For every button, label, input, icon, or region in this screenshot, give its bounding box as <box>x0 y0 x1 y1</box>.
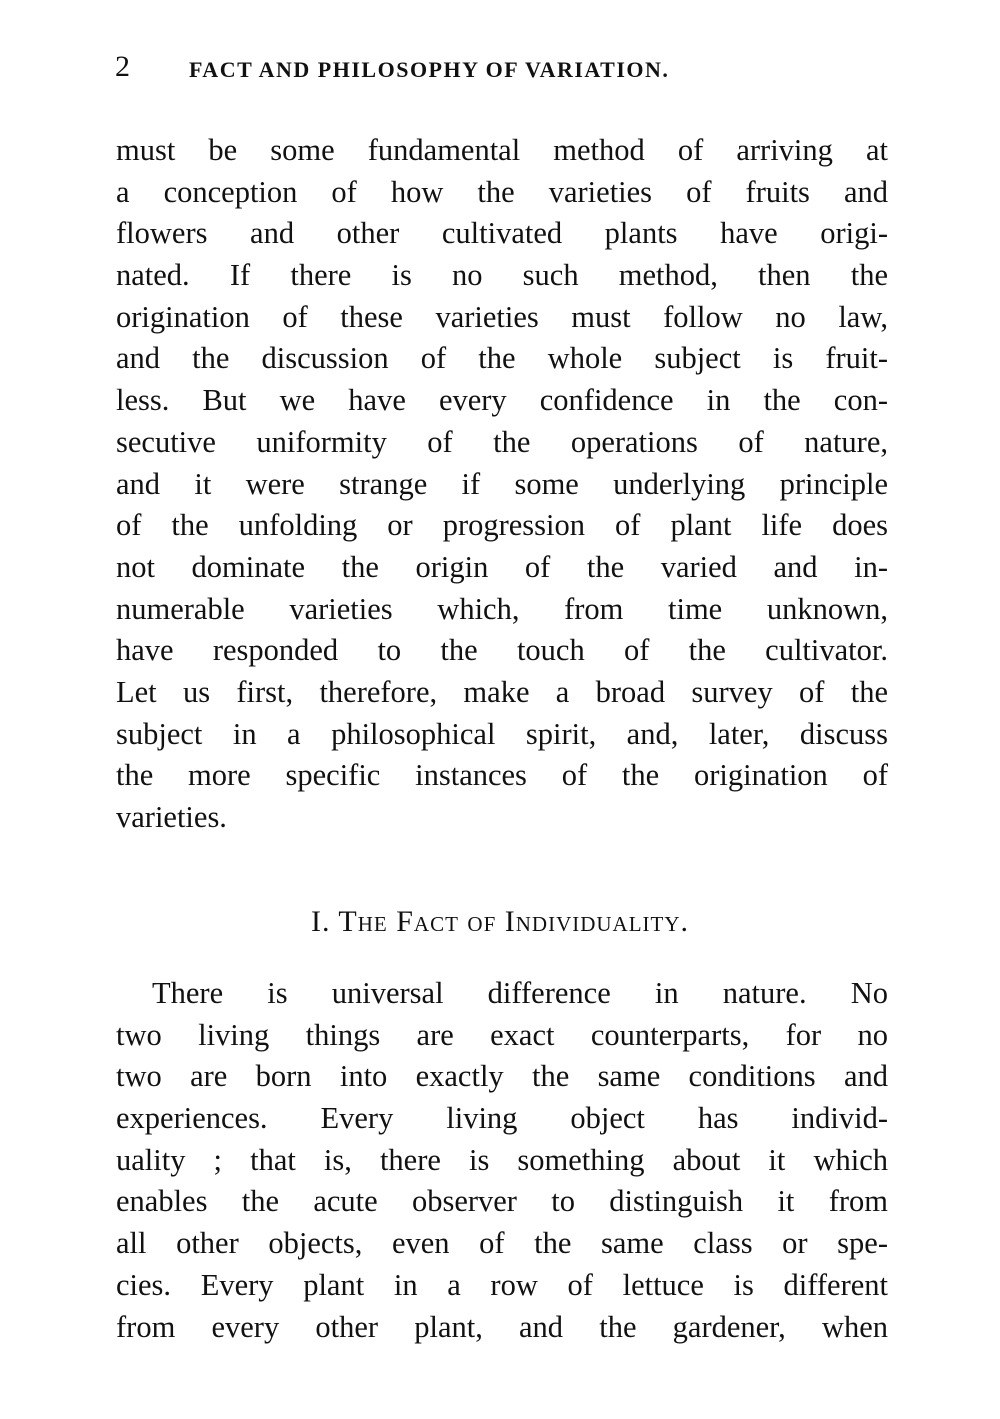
text-line: enables the acute observer to distinguish it from <box>116 1184 888 1219</box>
text-line: subject in a philosophical spirit, and, later, discuss <box>116 716 888 751</box>
text-line: have responded to the touch of the cultivator. <box>116 633 888 668</box>
section-heading-text: I. The Fact of Individuality. <box>310 905 690 938</box>
text-line: numerable varieties which, from time unknown, <box>116 591 888 626</box>
text-line: uality ; that is, there is something about it which <box>116 1142 888 1177</box>
page-number: 2 <box>115 50 130 83</box>
text-line: and the discussion of the whole subject is fruit- <box>116 341 888 376</box>
text-line: of the unfolding or progression of plant life does <box>116 508 888 543</box>
text-line: cies. Every plant in a row of lettuce is different <box>116 1267 888 1302</box>
text-line: all other objects, even of the same class or spe- <box>116 1226 888 1261</box>
text-line: must be some fundamental method of arriving at <box>116 133 888 167</box>
text-line: less. But we have every confidence in the con- <box>116 383 888 418</box>
text-line: two living things are exact counterparts, for no <box>116 1017 888 1052</box>
text-line: a conception of how the varieties of fruits and <box>116 174 888 209</box>
paragraph-2 <box>116 973 888 1348</box>
text-line: the more specific instances of the origination of <box>116 758 888 793</box>
text-line: varieties. <box>116 800 227 834</box>
text-line: experiences. Every living object has individ- <box>116 1101 888 1136</box>
text-line: Let us first, therefore, make a broad survey of the <box>116 674 888 709</box>
text-line: origination of these varieties must follow no law, <box>116 299 888 334</box>
text-line: not dominate the origin of the varied and in- <box>116 549 888 584</box>
text-line: nated. If there is no such method, then the <box>116 258 888 293</box>
text-line: flowers and other cultivated plants have origi- <box>116 216 888 251</box>
running-title: FACT AND PHILOSOPHY OF VARIATION. <box>189 57 670 82</box>
text-line: and it were strange if some underlying principle <box>116 466 888 501</box>
text-line: There is universal difference in nature. No <box>152 976 888 1010</box>
section-heading <box>0 905 1000 939</box>
text-line: two are born into exactly the same conditions and <box>116 1059 888 1094</box>
paragraph-1 <box>116 130 888 839</box>
page-header <box>115 50 890 90</box>
text-line: from every other plant, and the gardener, when <box>116 1309 888 1344</box>
text-line: secutive uniformity of the operations of nature, <box>116 424 888 459</box>
